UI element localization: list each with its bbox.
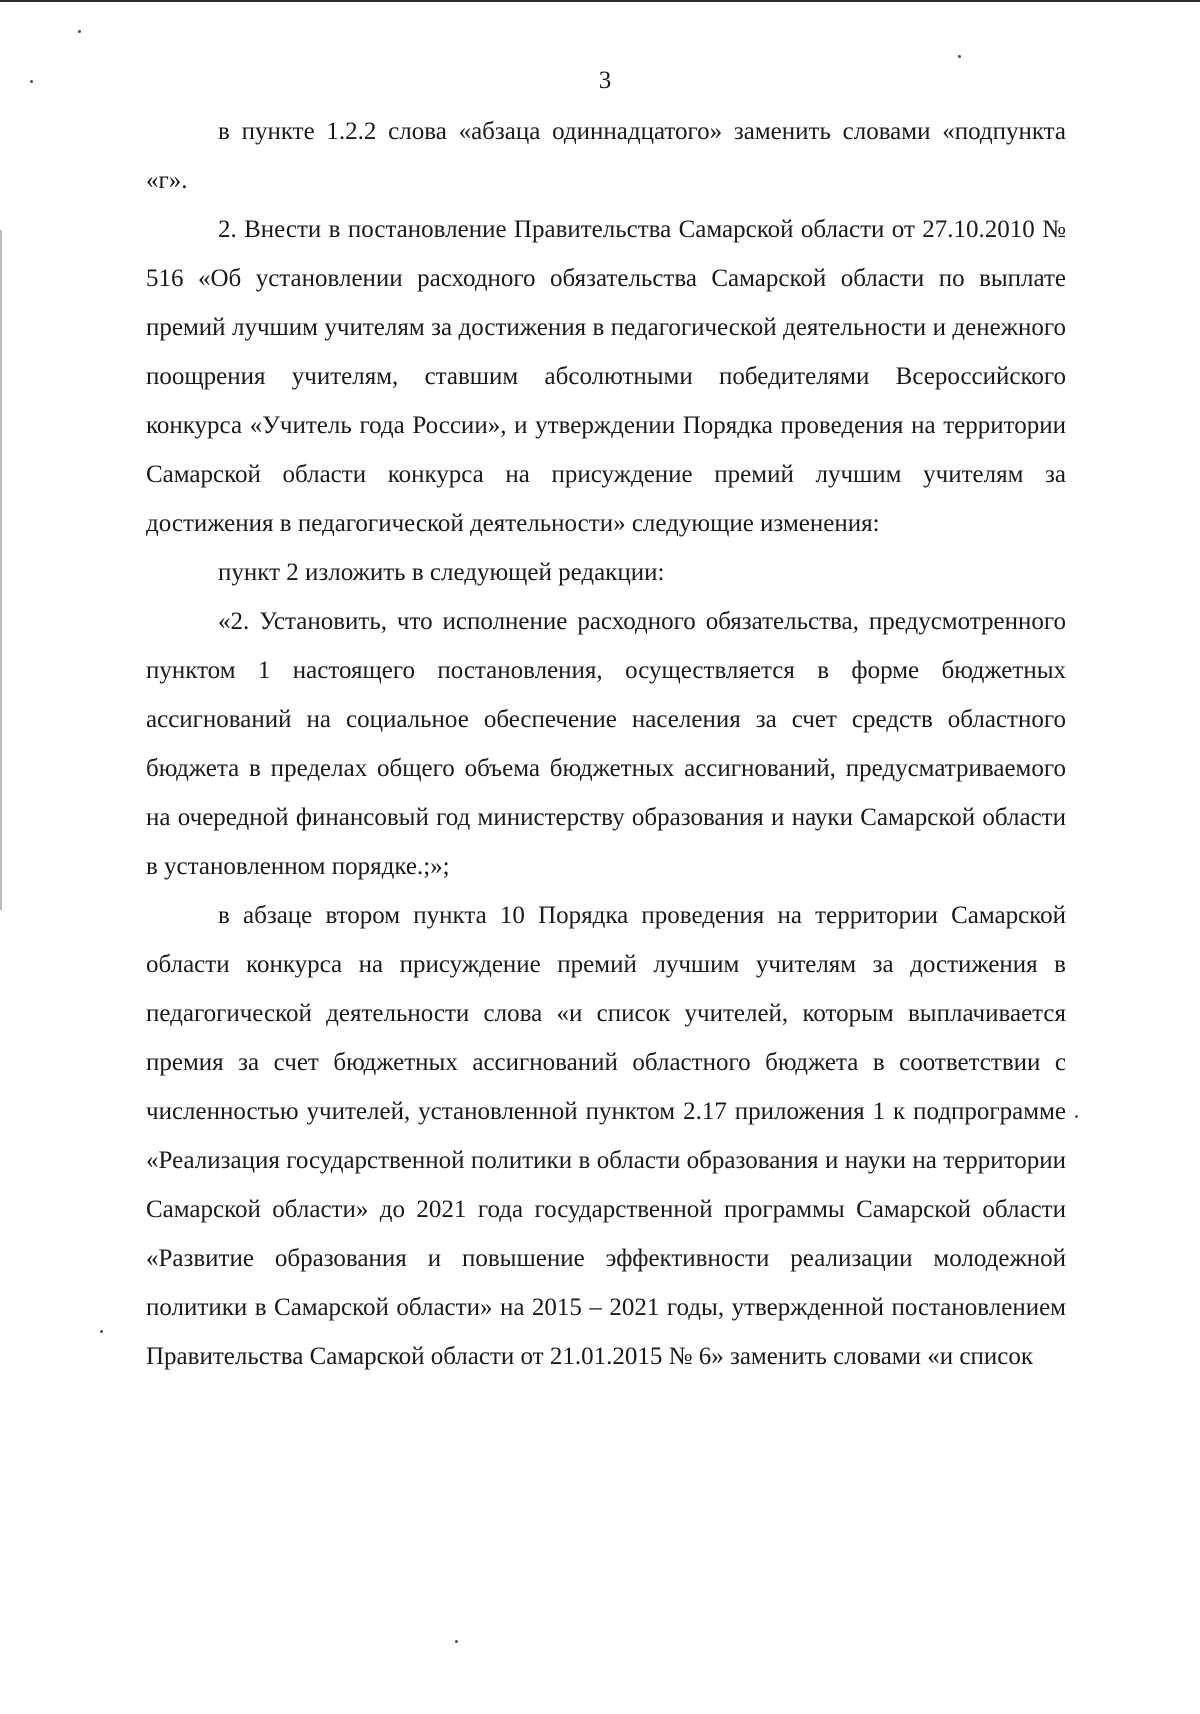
paragraph-amend-1-2-2: в пункте 1.2.2 слова «абзаца одиннадцатого» заменить словами «подпункта «г». — [146, 118, 1066, 194]
scan-speck — [455, 1640, 458, 1643]
scan-speck — [30, 80, 33, 83]
paragraph-item-2: 2. Внести в постановление Правительства Самарской области от 27.10.2010 № 516 «Об установлении расходного обязательства Самарской области по выплате премий лучшим учителям за достижения в педагогической деятельности и денежного поощрения учителям, ставшим абсолютными победителями Всероссийского конкурса «Учитель года России», и утверждении Порядка проведения на территории Самарской области конкурса на присуждение премий лучшим учителям за достижения в педагогической деятельности» следующие изменения: — [146, 216, 1066, 537]
paragraph-item-2-intro: пункт 2 изложить в следующей редакции: — [218, 559, 665, 586]
paragraph-item-2-new-text: «2. Установить, что исполнение расходного обязательства, предусмотренного пунктом 1 настоящего постановления, осуществляется в форме бюджетных ассигнований на социальное обеспечение населения за счет средств областного бюджета в пределах общего объема бюджетных ассигнований, предусматриваемого на очередной финансовый год министерству образования и науки Самарской области в установленном порядке.;»; — [146, 608, 1066, 880]
scan-top-border — [0, 0, 1200, 2]
scan-left-edge — [0, 230, 2, 910]
paragraph-procedure-item-10: в абзаце втором пункта 10 Порядка проведения на территории Самарской области конкурса на присуждение премий лучшим учителям за достижения в педагогической деятельности слова «и список учителей, которым выплачивается премия за счет бюджетных ассигнований областного бюджета в соответствии с численностью учителей, установленной пунктом 2.17 приложения 1 к подпрограмме «Реализация государственной политики в области образования и науки на территории Самарской области» до 2021 года государственной программы Самарской области «Развитие образования и повышение эффективности реализации молодежной политики в Самарской области» на 2015 – 2021 годы, утвержденной постановлением Правительства Самарской области от 21.01.2015 № 6» заменить словами «и список — [146, 902, 1066, 1370]
scan-speck — [78, 30, 81, 33]
scan-speck — [100, 1330, 103, 1333]
scan-speck — [958, 55, 961, 58]
document-body — [146, 107, 1066, 1381]
page-number: 3 — [598, 67, 612, 94]
scan-speck — [1075, 1115, 1078, 1118]
